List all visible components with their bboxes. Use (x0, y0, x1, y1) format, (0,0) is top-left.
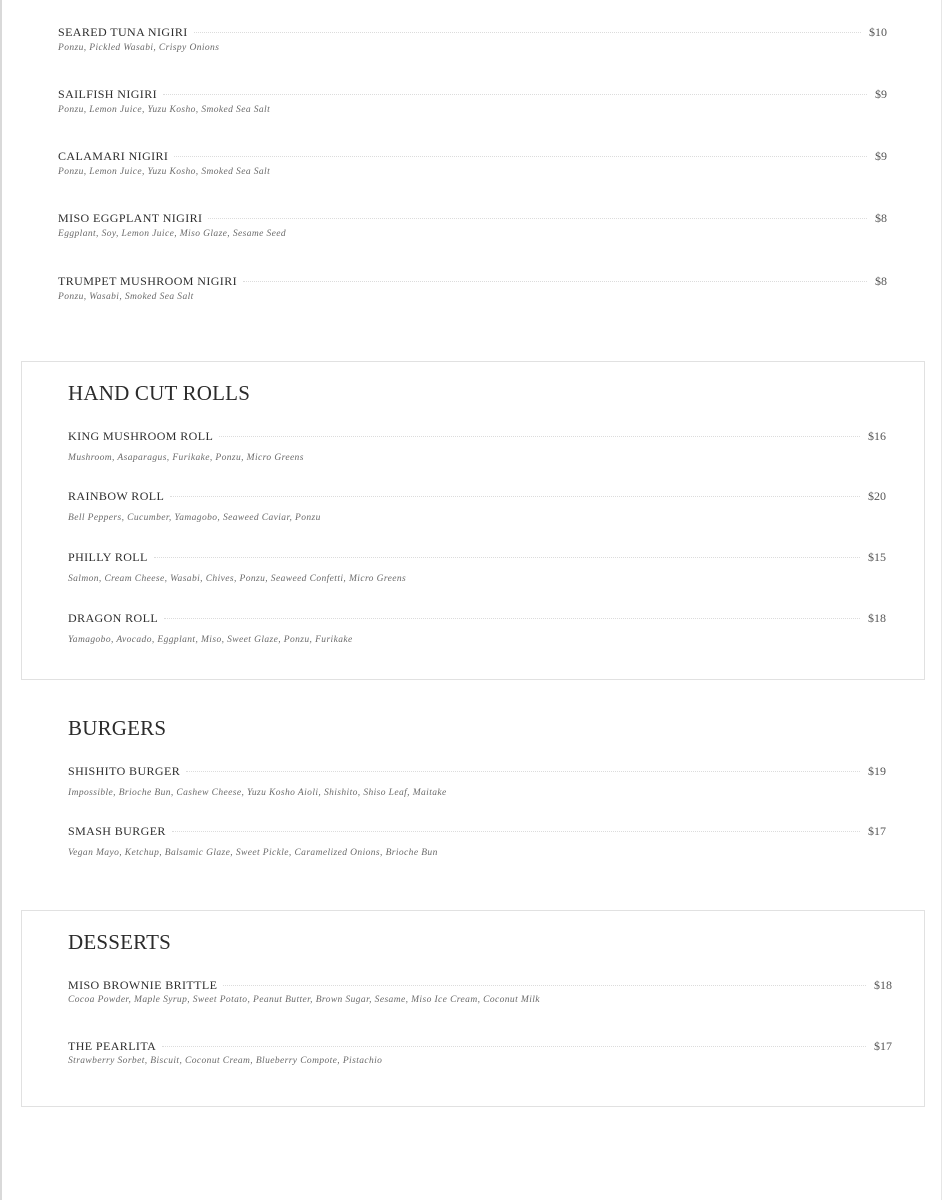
item-name: TRUMPET MUSHROOM NIGIRI (58, 273, 237, 288)
menu-item (68, 427, 886, 463)
item-description: Salmon, Cream Cheese, Wasabi, Chives, Ponzu, Seaweed Confetti, Micro Greens (68, 574, 407, 584)
dotted-leader (162, 1046, 866, 1047)
item-price: $9 (875, 86, 887, 101)
dotted-leader (243, 281, 867, 282)
item-price: $17 (874, 1038, 892, 1053)
menu-item (58, 209, 887, 239)
menu-item (58, 85, 887, 115)
menu-item (68, 976, 892, 1005)
item-name: CALAMARI NIGIRI (58, 148, 169, 163)
item-description: Strawberry Sorbet, Biscuit, Coconut Cream, Blueberry Compote, Pistachio (68, 1056, 383, 1066)
item-description: Cocoa Powder, Maple Syrup, Sweet Potato, Peanut Butter, Brown Sugar, Sesame, Miso Ice Cream, Coconut Milk (68, 995, 540, 1005)
item-description: Ponzu, Lemon Juice, Yuzu Kosho, Smoked Sea Salt (58, 105, 271, 115)
item-price: $15 (868, 549, 886, 564)
menu-item (68, 762, 886, 798)
item-price: $18 (874, 977, 892, 992)
item-name: MISO EGGPLANT NIGIRI (58, 210, 203, 225)
item-name: SEARED TUNA NIGIRI (58, 24, 188, 39)
item-price: $9 (875, 148, 887, 163)
dotted-leader (194, 32, 861, 33)
section-title: HAND CUT ROLLS (68, 381, 251, 405)
dotted-leader (223, 985, 866, 986)
item-description: Eggplant, Soy, Lemon Juice, Miso Glaze, Sesame Seed (58, 229, 287, 239)
item-price: $18 (868, 610, 886, 625)
item-price: $8 (875, 210, 887, 225)
item-name: SHISHITO BURGER (68, 763, 181, 778)
item-name: PHILLY ROLL (68, 549, 148, 564)
menu-item (68, 487, 886, 523)
item-name: MISO BROWNIE BRITTLE (68, 977, 218, 992)
item-description: Impossible, Brioche Bun, Cashew Cheese, Yuzu Kosho Aioli, Shishito, Shiso Leaf, Maitake (68, 788, 447, 798)
item-price: $10 (869, 24, 887, 39)
item-description: Mushroom, Asaparagus, Furikake, Ponzu, Micro Greens (68, 453, 304, 463)
dotted-leader (172, 831, 860, 832)
item-price: $8 (875, 273, 887, 288)
section-title: DESSERTS (68, 930, 172, 954)
menu-item (58, 23, 887, 53)
menu-item (68, 822, 886, 858)
item-description: Yamagobo, Avocado, Eggplant, Miso, Sweet Glaze, Ponzu, Furikake (68, 635, 353, 645)
item-price: $20 (868, 488, 886, 503)
section-title: BURGERS (68, 716, 167, 740)
dotted-leader (163, 94, 867, 95)
dotted-leader (170, 496, 860, 497)
item-name: THE PEARLITA (68, 1038, 157, 1053)
item-name: SMASH BURGER (68, 823, 166, 838)
item-name: DRAGON ROLL (68, 610, 159, 625)
menu-item (58, 272, 887, 302)
dotted-leader (219, 436, 860, 437)
dotted-leader (164, 618, 860, 619)
item-price: $19 (868, 763, 886, 778)
item-description: Ponzu, Pickled Wasabi, Crispy Onions (58, 43, 220, 53)
menu-item (68, 609, 886, 645)
menu-item (68, 1037, 892, 1066)
dotted-leader (208, 218, 867, 219)
dotted-leader (174, 156, 867, 157)
item-price: $16 (868, 428, 886, 443)
item-name: SAILFISH NIGIRI (58, 86, 157, 101)
item-description: Ponzu, Wasabi, Smoked Sea Salt (58, 292, 194, 302)
page-left-edge (0, 0, 2, 1200)
item-description: Vegan Mayo, Ketchup, Balsamic Glaze, Sweet Pickle, Caramelized Onions, Brioche Bun (68, 848, 438, 858)
menu-item (58, 147, 887, 177)
dotted-leader (186, 771, 860, 772)
item-description: Ponzu, Lemon Juice, Yuzu Kosho, Smoked Sea Salt (58, 167, 271, 177)
dotted-leader (154, 557, 860, 558)
item-price: $17 (868, 823, 886, 838)
item-name: KING MUSHROOM ROLL (68, 428, 214, 443)
item-description: Bell Peppers, Cucumber, Yamagobo, Seaweed Caviar, Ponzu (68, 513, 321, 523)
item-name: RAINBOW ROLL (68, 488, 165, 503)
menu-item (68, 548, 886, 584)
